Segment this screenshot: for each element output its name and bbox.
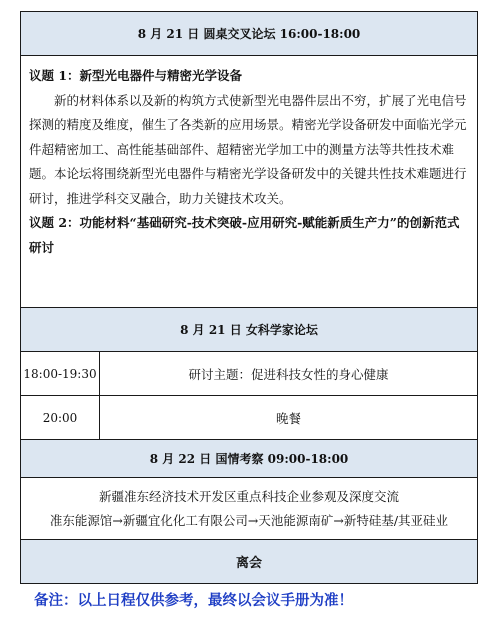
schedule-row — [21, 352, 477, 396]
visit-line-1: 新疆准东经济技术开发区重点科技企业参观及深度交流 — [98, 488, 399, 504]
field-visit-details — [21, 478, 477, 540]
visit-line-2: 准东能源馆→新疆宜化化工有限公司→天池能源南矿→新特硅基/其亚硅业 — [49, 512, 449, 528]
departure-row — [21, 540, 477, 583]
departure-text: 离会 — [235, 556, 262, 571]
disclaimer-note: 备注：以上日程仅供参考，最终以会议手册为准！ — [34, 593, 353, 609]
time-cell: 18:00-19:30 — [21, 352, 100, 395]
topic-1-body: 新的材料体系以及新的构筑方式使新型光电器件层出不穷，扩展了光电信号探测的精度及维度，催生了各类新的应用场景。精密光学设备研发中面临光学元件超精密加工、高性能基础部件、超精密光学加工中的测量方法等共性技术难题。本论坛将围绕新型光电器件与精密光学设备研发中的关键共性技术难题进行研讨，推进学科交叉融合，助力关键技术攻关。 — [29, 92, 467, 206]
section-header-roundtable — [21, 12, 477, 56]
topic-2-title: 议题 2：功能材料“基础研究-技术突破-应用研究-赋能新质生产力”的创新范式研讨 — [29, 215, 460, 255]
schedule-table — [20, 11, 478, 584]
roundtable-header-text: 8 月 21 日 圆桌交叉论坛 16:00-18:00 — [137, 27, 361, 41]
section-header-women-forum — [21, 308, 477, 352]
field-visit-header-text: 8 月 22 日 国情考察 09:00-18:00 — [149, 452, 349, 466]
roundtable-topics — [21, 56, 477, 308]
content-cell: 研讨主题：促进科技女性的身心健康 — [188, 366, 389, 382]
topic-1-title: 议题 1：新型光电器件与精密光学设备 — [29, 68, 243, 83]
schedule-row — [21, 396, 477, 440]
women-forum-header-text: 8 月 21 日 女科学家论坛 — [180, 323, 318, 337]
time-cell: 20:00 — [21, 396, 100, 439]
content-cell: 晚餐 — [275, 410, 301, 426]
section-header-field-visit — [21, 440, 477, 478]
